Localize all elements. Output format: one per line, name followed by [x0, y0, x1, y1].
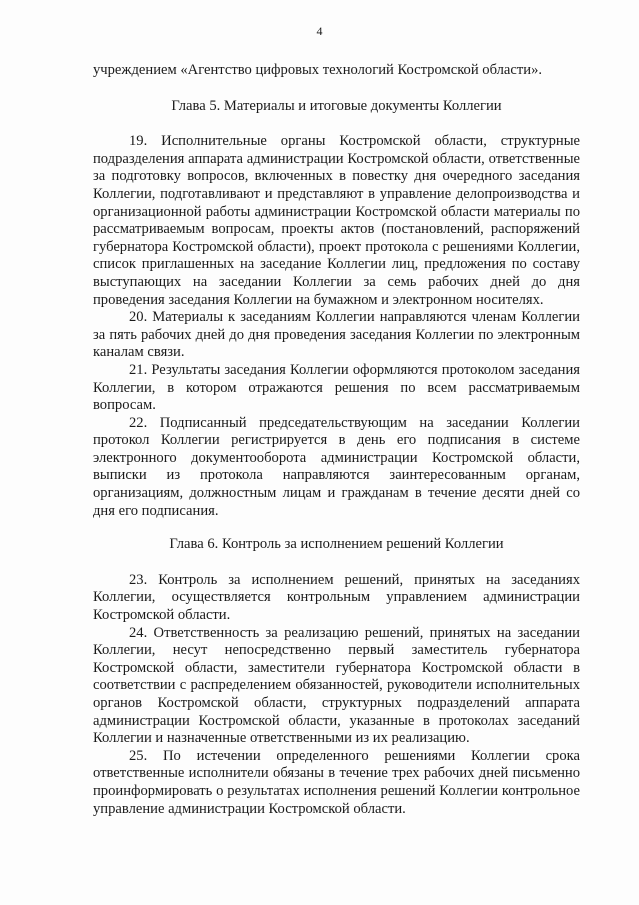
paragraph-19: 19. Исполнительные органы Костромской области, структурные подразделения аппарата администрации Костромской области, ответственные за подготовку вопросов, включенных в повестку дня очередного заседания Коллегии, подготавливают и представляют в управление делопроизводства и организационной работы администрации Костромской области материалы по рассматриваемым вопросам, проекты актов (постановлений, распоряжений губернатора Костромской области), проект протокола с решениями Коллегии, список приглашенных на заседание Коллегии лиц, предложения по составу выступающих на заседании Коллегии за семь рабочих дней до дня проведения заседания Коллегии на бумажном и электронном носителях. [93, 133, 580, 308]
paragraph-25: 25. По истечении определенного решениями Коллегии срока ответственные исполнители обязаны в течение трех рабочих дней письменно проинформировать о результатах исполнения решений Коллегии контрольное управление администрации Костромской области. [93, 747, 580, 817]
document-body [93, 62, 580, 818]
intro-line: учреждением «Агентство цифровых технологий Костромской области». [93, 62, 543, 78]
page-number: 4 [316, 24, 323, 38]
paragraph-21: 21. Результаты заседания Коллегии оформляются протоколом заседания Коллегии, в котором отражаются решения по всем рассматриваемым вопросам. [93, 361, 580, 414]
chapter-6-title: Глава 6. Контроль за исполнением решений Коллегии [169, 536, 504, 553]
paragraph-22: 22. Подписанный председательствующим на заседании Коллегии протокол Коллегии регистрируется в день его подписания в системе электронного документооборота администрации Костромской области, выписки из протокола направляются заинтересованным органам, организациям, должностным лицам и гражданам в течение десяти дней со дня его подписания. [93, 414, 580, 519]
paragraph-20: 20. Материалы к заседаниям Коллегии направляются членам Коллегии за пять рабочих дней до дня проведения заседания Коллегии по электронным каналам связи. [93, 309, 580, 361]
chapter-5-title: Глава 5. Материалы и итоговые документы Коллегии [171, 97, 502, 114]
paragraph-23: 23. Контроль за исполнением решений, принятых на заседаниях Коллегии, осуществляется контрольным управлением администрации Костромской области. [93, 571, 580, 624]
paragraph-24: 24. Ответственность за реализацию решений, принятых на заседании Коллегии, несут непосредственно первый заместитель губернатора Костромской области, заместители губернатора Костромской области в соответствии с распределением обязанностей, руководители исполнительных органов Костромской области, структурных подразделений аппарата администрации Костромской области, указанные в протоколах заседаний Коллегии и назначенные ответственными из их реализацию. [93, 624, 580, 747]
